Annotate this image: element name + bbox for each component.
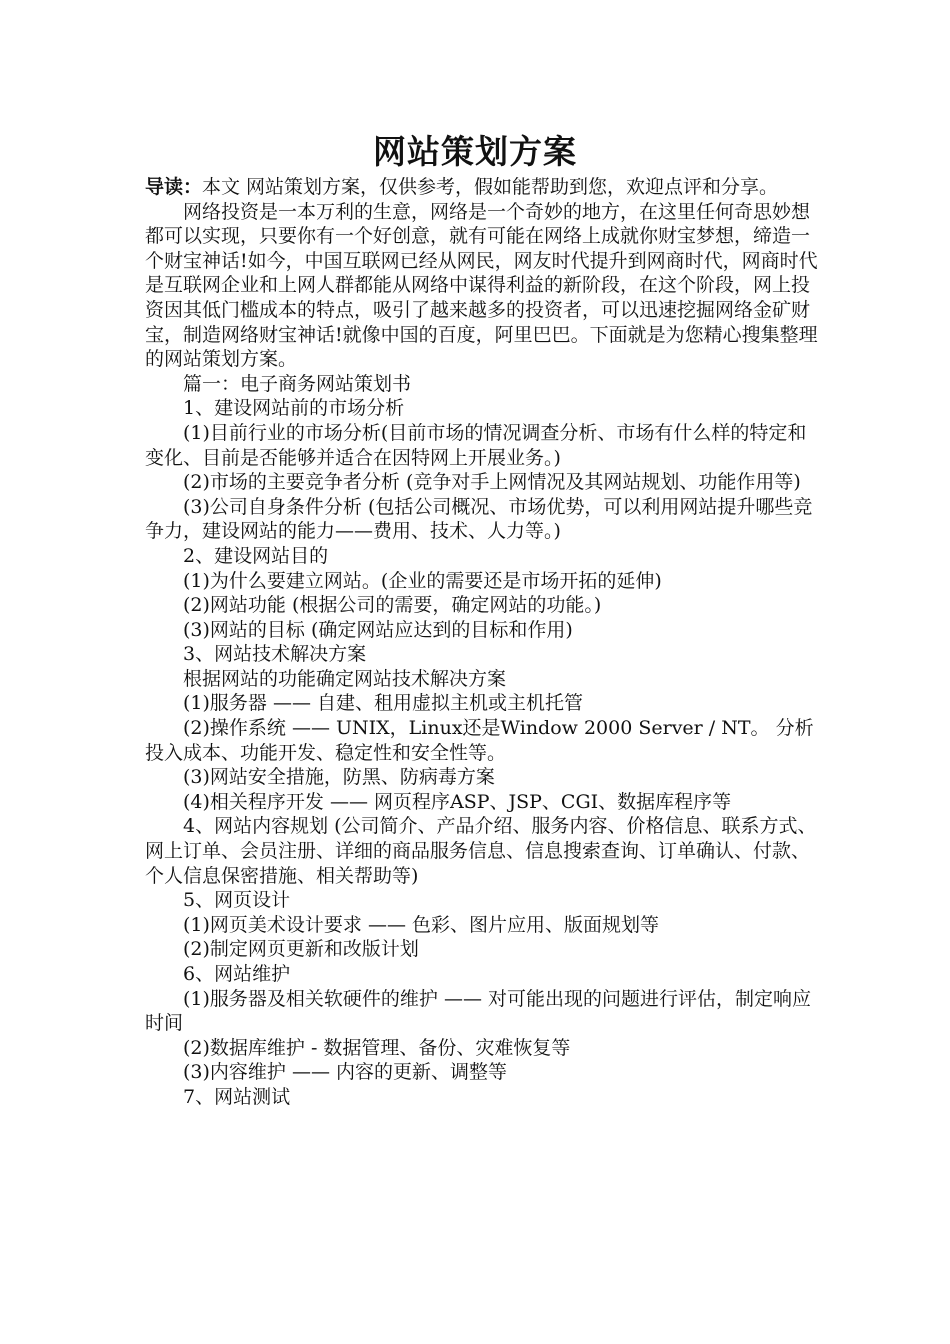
body-paragraph: (4)相关程序开发 —— 网页程序ASP、JSP、CGI、数据库程序等 [183,790,732,813]
item-heading: 5、网页设计 [183,889,291,912]
item-heading: 4、网站内容规划 (公司简介、产品介绍、服务内容、价格信息、联系方式、网上订单、会员注册、详细的商品服务信息、信息搜索查询、订单确认、付款、个人信息保密措施、相关帮助等) [145,815,817,887]
body-paragraph: (3)网站安全措施，防黑、防病毒方案 [183,766,495,789]
body-paragraph: (3)公司自身条件分析 (包括公司概况、市场优势，可以利用网站提升哪些竞争力，建设网站的能力——费用、技术、人力等。) [145,495,813,543]
body-paragraph: (2)市场的主要竞争者分析 (竞争对手上网情况及其网站规划、功能作用等) [183,471,801,494]
body-paragraph: (1)为什么要建立网站。(企业的需要还是市场开拓的延伸) [183,569,662,592]
document-body [145,175,820,1110]
body-paragraph: (3)内容维护 —— 内容的更新、调整等 [183,1061,507,1084]
lead-paragraph [145,175,820,200]
body-paragraph: (2)数据库维护 - 数据管理、备份、灾难恢复等 [183,1036,571,1059]
item-heading: 3、网站技术解决方案 [183,643,367,666]
section-heading: 篇一：电子商务网站策划书 [183,372,412,395]
item-heading: 6、网站维护 [183,963,291,985]
lead-text: 本文 网站策划方案，仅供参考，假如能帮助到您，欢迎点评和分享。 [202,176,779,198]
body-paragraph: (2)操作系统 —— UNIX，Linux还是Window 2000 Server / NT。 分析投入成本、功能开发、稳定性和安全性等。 [145,717,814,764]
document-title: 网站策划方案 [373,132,577,171]
intro-paragraph: 网络投资是一本万利的生意，网络是一个奇妙的地方，在这里任何奇思妙想都可以实现，只要你有一个好创意，就有可能在网络上成就你财宝梦想，缔造一个财宝神话!如今，中国互联网已经从网民，网友时代提升到网商时代，网商时代是互联网企业和上网人群都能从网络中谋得利益的新阶段，在这个阶段，网上投资因其低门槛成本的特点，吸引了越来越多的投资者，可以迅速挖掘网络金矿财宝，制造网络财宝神话!就像中国的百度，阿里巴巴。下面就是为您精心搜集整理的网站策划方案。 [145,200,818,371]
body-paragraph: (1)服务器 —— 自建、租用虚拟主机或主机托管 [183,692,583,715]
item-heading: 1、建设网站前的市场分析 [183,397,405,420]
body-paragraph: (2)网站功能 (根据公司的需要，确定网站的功能。) [183,594,602,617]
item-heading: 7、网站测试 [183,1085,291,1108]
body-paragraph: 根据网站的功能确定网站技术解决方案 [183,667,507,690]
lead-label: 导读： [145,176,203,198]
item-heading: 2、建设网站目的 [183,544,329,567]
body-paragraph: (1)目前行业的市场分析(目前市场的情况调查分析、市场有什么样的特定和变化、目前是否能够并适合在因特网上开展业务。) [145,421,807,469]
body-paragraph: (3)网站的目标 (确定网站应达到的目标和作用) [183,618,573,641]
body-paragraph: (1)服务器及相关软硬件的维护 —— 对可能出现的问题进行评估，制定响应时间 [145,987,811,1035]
body-paragraph: (1)网页美术设计要求 —— 色彩、图片应用、版面规划等 [183,913,659,936]
body-paragraph: (2)制定网页更新和改版计划 [183,938,419,961]
